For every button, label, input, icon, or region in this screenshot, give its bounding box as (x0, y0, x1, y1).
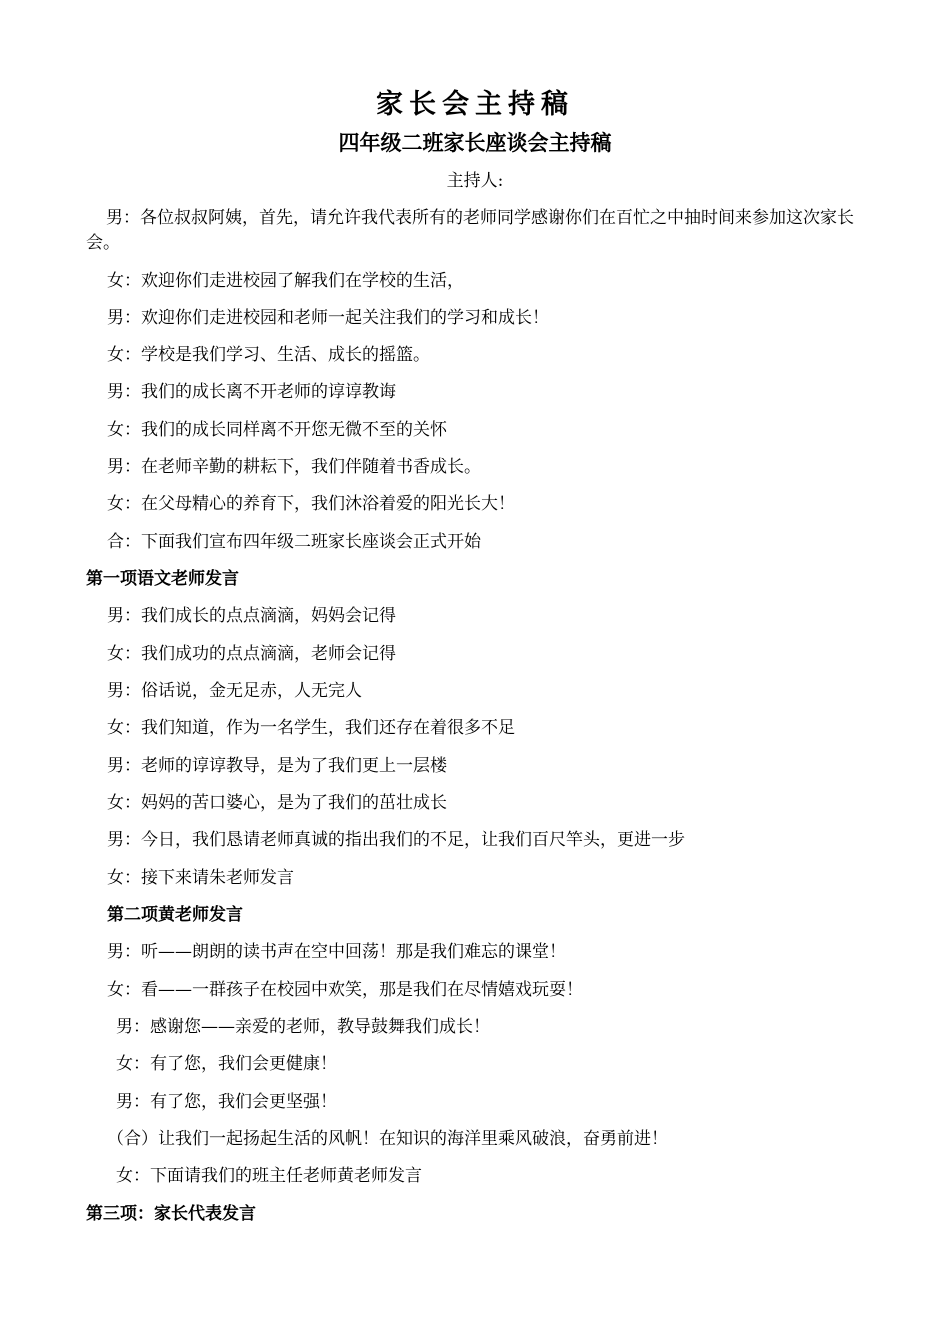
section-heading: 第三项：家长代表发言 (86, 1204, 256, 1224)
script-line: 女：下面请我们的班主任老师黄老师发言 (116, 1166, 422, 1186)
script-line: 男：听——朗朗的读书声在空中回荡！那是我们难忘的课堂！ (107, 942, 566, 962)
script-line: （合）让我们一起扬起生活的风帆！在知识的海洋里乘风破浪，奋勇前进！ (107, 1129, 668, 1149)
script-line: 男：我们成长的点点滴滴，妈妈会记得 (107, 606, 396, 626)
script-line: 合：下面我们宣布四年级二班家长座谈会正式开始 (107, 532, 481, 552)
script-line: 女：欢迎你们走进校园了解我们在学校的生活， (107, 271, 464, 291)
script-line: 男：感谢您——亲爱的老师，教导鼓舞我们成长！ (116, 1017, 490, 1037)
document-subtitle: 四年级二班家长座谈会主持稿 (338, 130, 612, 155)
script-line: 男：有了您，我们会更坚强！ (116, 1092, 337, 1112)
script-line: 男：俗话说，金无足赤，人无完人 (107, 681, 362, 701)
section-heading: 第二项黄老师发言 (107, 905, 243, 925)
script-line: 女：接下来请朱老师发言 (107, 868, 294, 888)
script-line: 女：我们知道，作为一名学生，我们还存在着很多不足 (107, 718, 515, 738)
host-label: 主持人: (446, 171, 504, 191)
script-line: 男：老师的谆谆教导，是为了我们更上一层楼 (107, 756, 447, 776)
script-line: 男：我们的成长离不开老师的谆谆教诲 (107, 382, 396, 402)
document-title: 家长会主持稿 (376, 89, 574, 120)
section-heading: 第一项语文老师发言 (86, 569, 239, 589)
script-line: 男：在老师辛勤的耕耘下，我们伴随着书香成长。 (107, 457, 481, 477)
script-line: 女：有了您，我们会更健康！ (116, 1054, 337, 1074)
script-line: 男：欢迎你们走进校园和老师一起关注我们的学习和成长！ (107, 308, 549, 328)
script-line: 女：我们的成长同样离不开您无微不至的关怀 (107, 420, 447, 440)
script-line: 女：看——一群孩子在校园中欢笑，那是我们在尽情嬉戏玩耍！ (107, 980, 583, 1000)
script-line: 女：妈妈的苦口婆心，是为了我们的茁壮成长 (107, 793, 447, 813)
intro-paragraph: 男：各位叔叔阿姨，首先，请允许我代表所有的老师同学感谢你们在百忙之中抽时间来参加这次家长会。 (86, 208, 854, 253)
script-line: 女：在父母精心的养育下，我们沐浴着爱的阳光长大！ (107, 494, 515, 514)
script-line: 女：学校是我们学习、生活、成长的摇篮。 (107, 345, 430, 365)
script-line: 男：今日，我们恳请老师真诚的指出我们的不足，让我们百尺竿头，更进一步 (107, 830, 685, 850)
script-line: 女：我们成功的点点滴滴，老师会记得 (107, 644, 396, 664)
